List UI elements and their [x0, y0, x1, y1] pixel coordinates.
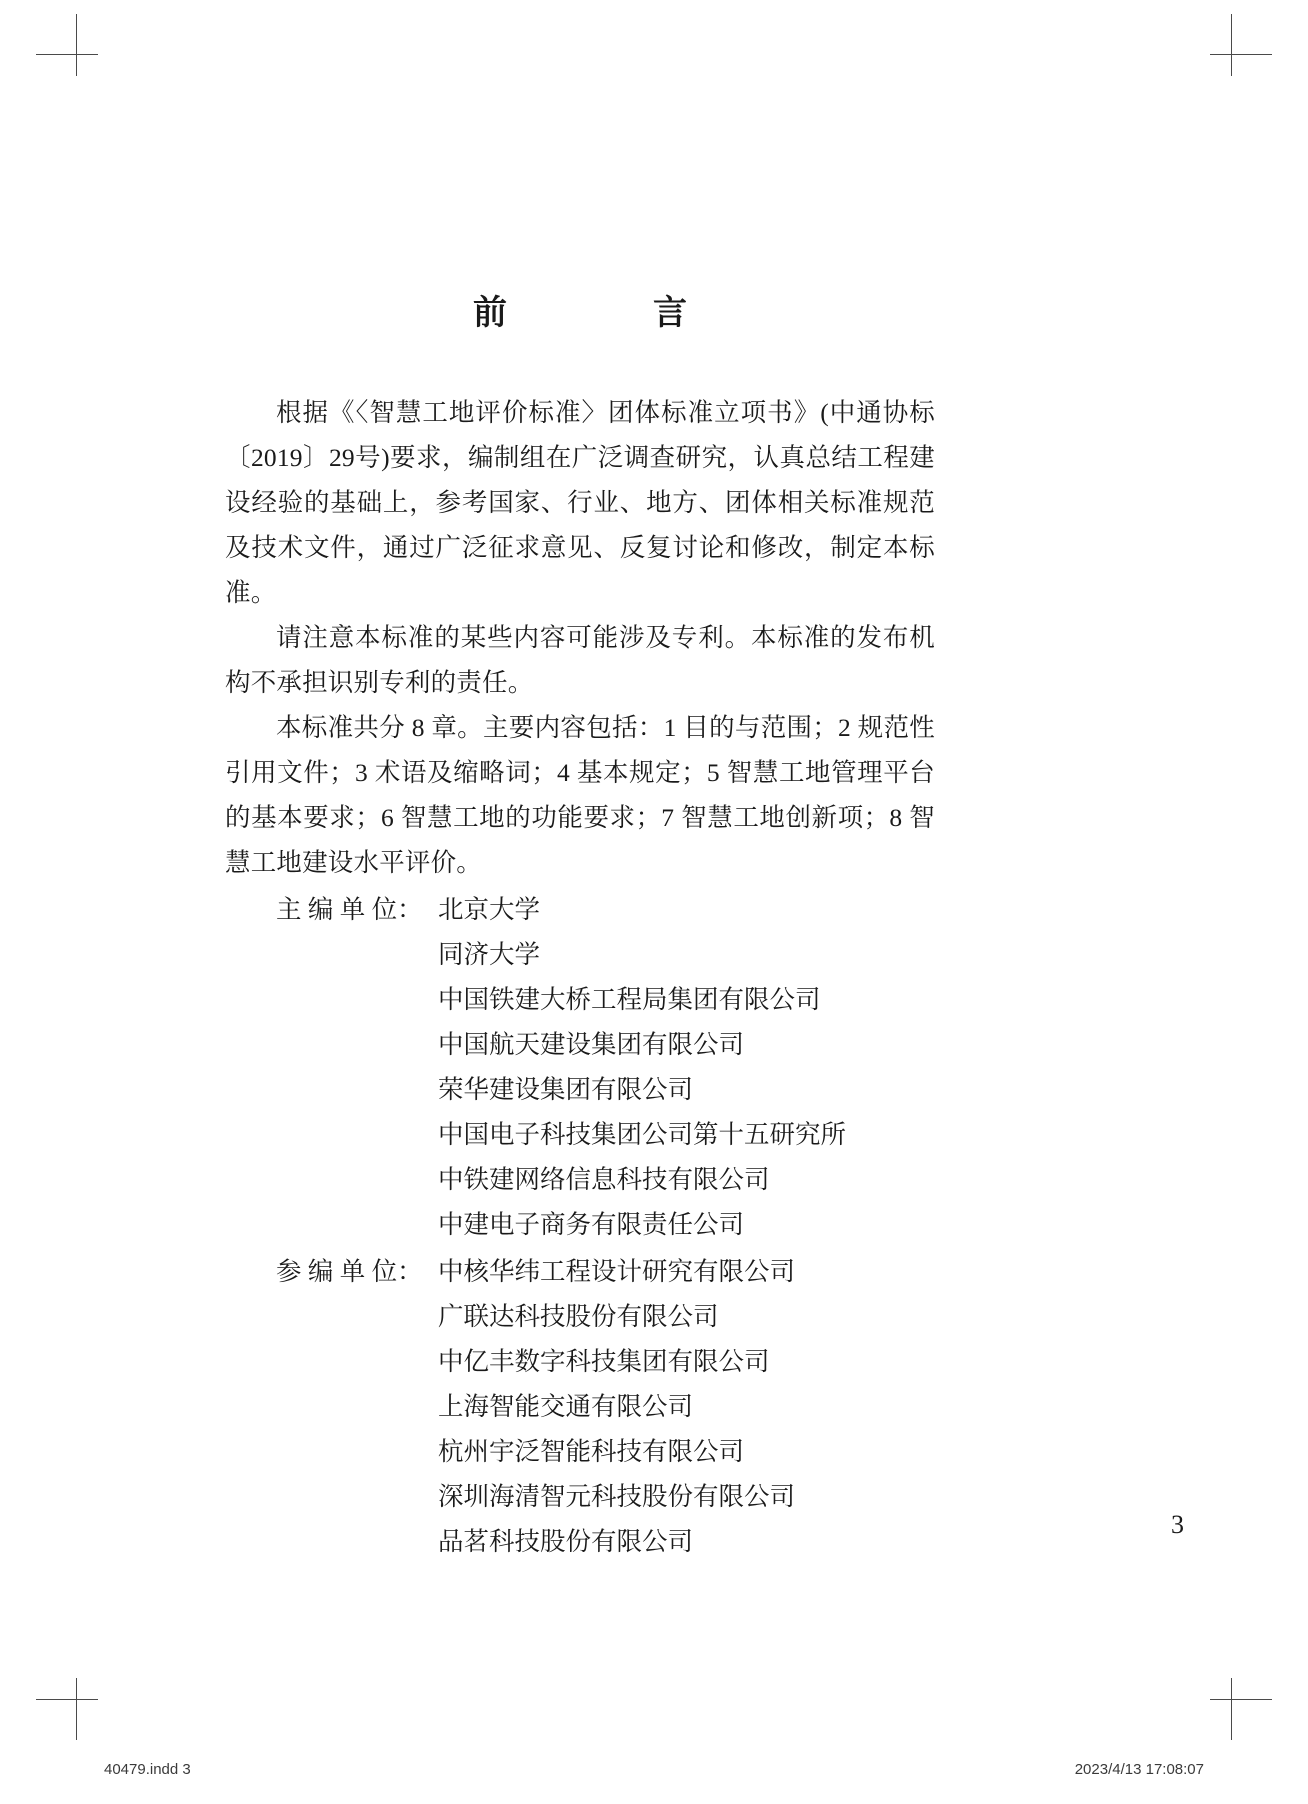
chief-editor-label: 主 编 单 位：: [276, 895, 423, 924]
paragraph-patent-notice: 请注意本标准的某些内容可能涉及专利。本标准的发布机构不承担识别专利的责任。: [225, 623, 935, 697]
list-item: 中国铁建大桥工程局集团有限公司: [438, 985, 821, 1014]
list-item: 中国电子科技集团公司第十五研究所: [438, 1120, 847, 1149]
list-item: 同济大学: [438, 940, 541, 969]
participating-editor-list: [438, 1249, 935, 1564]
crop-mark-top-right: [1202, 14, 1272, 84]
list-item: 深圳海清智元科技股份有限公司: [438, 1482, 796, 1511]
footer-file-label: 40479.indd 3: [104, 1761, 191, 1778]
list-item: 中亿丰数字科技集团有限公司: [438, 1347, 770, 1376]
list-item: 中铁建网络信息科技有限公司: [438, 1165, 770, 1194]
crop-mark-top-left: [36, 14, 106, 84]
list-item: 中国航天建设集团有限公司: [438, 1030, 745, 1059]
list-item: 广联达科技股份有限公司: [438, 1302, 719, 1331]
list-item: 北京大学: [438, 895, 541, 924]
footer-timestamp: 2023/4/13 17:08:07: [1074, 1761, 1204, 1778]
list-item: 中建电子商务有限责任公司: [438, 1210, 745, 1239]
paragraph-contents-overview: 本标准共分 8 章。主要内容包括：1 目的与范围；2 规范性引用文件；3 术语及缩略词；4 基本规定；5 智慧工地管理平台的基本要求；6 智慧工地的功能要求；7 智慧工地创新项；8 智慧工地建设水平评价。: [225, 713, 935, 877]
page-number: 3: [1171, 1510, 1184, 1539]
paragraph-basis: 根据《〈智慧工地评价标准〉团体标准立项书》(中通协标〔2019〕29号)要求，编制组在广泛调查研究，认真总结工程建设经验的基础上，参考国家、行业、地方、团体相关标准规范及技术文件，通过广泛征求意见、反复讨论和修改，制定本标准。: [225, 398, 935, 607]
chief-editor-list: [438, 887, 935, 1247]
participating-editor-units: [225, 1249, 935, 1564]
list-item: 中核华纬工程设计研究有限公司: [438, 1257, 796, 1286]
list-item: 品茗科技股份有限公司: [438, 1527, 694, 1556]
list-item: 上海智能交通有限公司: [438, 1392, 694, 1421]
list-item: 杭州宇泛智能科技有限公司: [438, 1437, 745, 1466]
page-content: [225, 285, 935, 1564]
page-title: 前 言: [473, 293, 713, 333]
list-item: 荣华建设集团有限公司: [438, 1075, 694, 1104]
participating-editor-label: 参 编 单 位：: [276, 1257, 423, 1286]
chief-editor-units: [225, 887, 935, 1247]
crop-mark-bottom-left: [36, 1670, 106, 1740]
crop-mark-bottom-right: [1202, 1670, 1272, 1740]
